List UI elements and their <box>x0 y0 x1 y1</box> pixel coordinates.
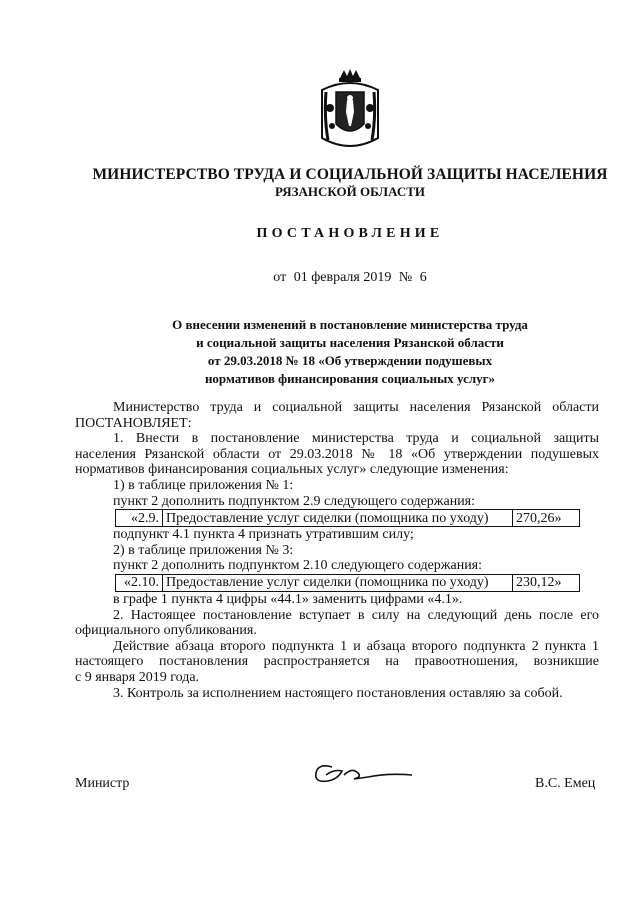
subitem-1-add: пункт 2 дополнить подпунктом 2.9 следующего содержания: <box>113 493 476 509</box>
subitem-2: 2) в таблице приложения № 3: <box>113 542 294 558</box>
title-line: нормативов финансирования социальных услуг» <box>204 371 496 386</box>
table-row <box>116 574 580 591</box>
title-line: О внесении изменений в постановление министерства труда <box>172 317 528 332</box>
subitem-2-add: пункт 2 дополнить подпунктом 2.10 следующего содержания: <box>113 558 483 574</box>
subitem-1-remove: подпункт 4.1 пункта 4 признать утратившим силу; <box>113 527 414 543</box>
effect-line: настоящего постановления распространяется на правоотношения, возникшие <box>75 654 599 670</box>
date-prefix: от <box>273 270 287 285</box>
preamble-resolves: ПОСТАНОВЛЯЕТ: <box>75 415 192 431</box>
signatory-position: Министр <box>75 776 130 791</box>
effect-line: с 9 января 2019 года. <box>75 669 200 685</box>
organization-region: РЯЗАНСКОЙ ОБЛАСТИ <box>275 184 425 199</box>
table-cell-number: «2.9. <box>116 510 163 527</box>
item-1-line: 1. Внести в постановление министерства труда и социальной защиты <box>113 431 599 447</box>
table-row <box>116 510 580 527</box>
subitem-1: 1) в таблице приложения № 1: <box>113 477 294 493</box>
handwritten-signature <box>308 755 418 791</box>
item-2-line: 2. Настоящее постановление вступает в силу на следующий день после его <box>113 607 599 623</box>
document-type: ПОСТАНОВЛЕНИЕ <box>256 226 444 241</box>
amendment-table-1 <box>115 509 580 527</box>
item-3: 3. Контроль за исполнением настоящего постановления оставляю за собой. <box>113 685 563 701</box>
table-cell-service: Предоставление услуг сиделки (помощника по уходу) <box>163 510 513 527</box>
title-line: и социальной защиты населения Рязанской области <box>196 335 504 350</box>
item-2-line: официального опубликования. <box>75 623 257 639</box>
document-body <box>75 400 599 701</box>
table-cell-number: «2.10. <box>116 574 163 591</box>
document-title <box>120 316 580 388</box>
amendment-table-2 <box>115 574 580 592</box>
preamble-line: Министерство труда и социальной защиты населения Рязанской области <box>113 400 599 415</box>
title-line: от 29.03.2018 № 18 «Об утверждении подушевых <box>207 353 493 368</box>
subitem-2-replace: в графе 1 пункта 4 цифры «44.1» заменить цифрами «4.1». <box>113 591 463 607</box>
number-sign: № <box>398 270 413 285</box>
table-cell-value: 230,12» <box>513 574 580 591</box>
date-line <box>60 270 640 286</box>
document-date: 01 февраля 2019 <box>293 270 392 285</box>
signatory-name: В.С. Емец <box>535 776 596 791</box>
coat-of-arms-emblem <box>318 68 382 154</box>
item-1-line: нормативов финансирования социальных услуг» следующие изменения: <box>75 462 509 478</box>
organization-name: МИНИСТЕРСТВО ТРУДА И СОЦИАЛЬНОЙ ЗАЩИТЫ НАСЕЛЕНИЯ <box>92 166 608 183</box>
effect-line: Действие абзаца второго подпункта 1 и абзаца второго подпункта 2 пункта 1 <box>113 638 599 654</box>
item-1-line: населения Рязанской области от 29.03.2018 № 18 «Об утверждении подушевых <box>75 446 599 462</box>
table-cell-value: 270,26» <box>513 510 580 527</box>
table-cell-service: Предоставление услуг сиделки (помощника по уходу) <box>163 574 513 591</box>
document-number: 6 <box>419 270 427 285</box>
